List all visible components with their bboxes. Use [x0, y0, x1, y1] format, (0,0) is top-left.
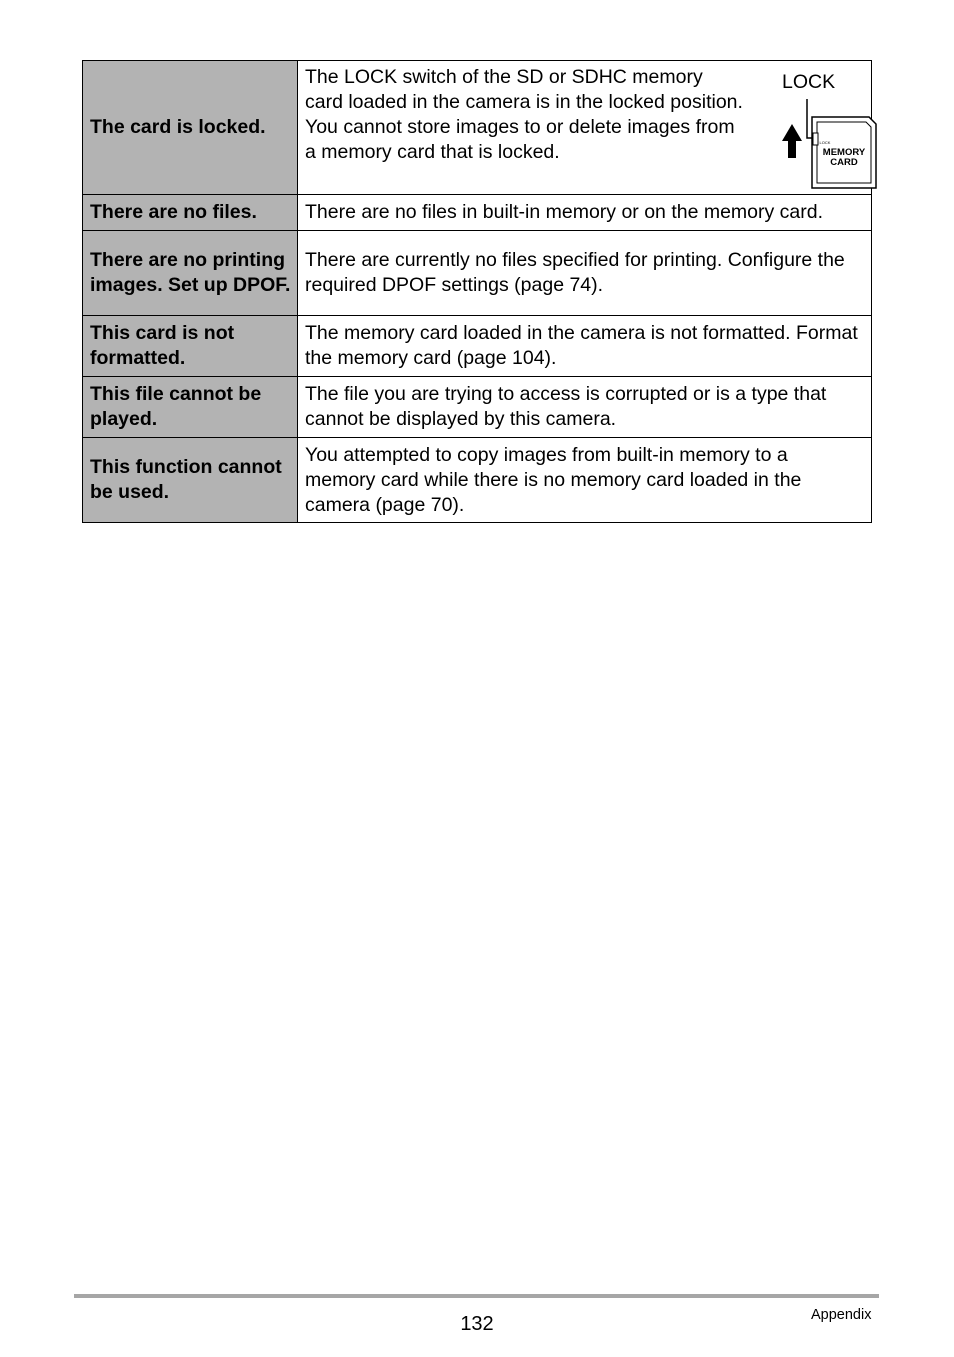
description-cell: The memory card loaded in the camera is not formatted. Format the memory card (page 104).	[298, 316, 872, 377]
switch-text: LOCK	[819, 140, 831, 145]
message-cell: This file cannot be played.	[83, 377, 298, 438]
description-text: The LOCK switch of the SD or SDHC memory card loaded in the camera is in the locked position. You cannot store images to or delete images from a memory card that is locked.	[305, 66, 743, 163]
message-cell: There are no files.	[83, 195, 298, 231]
footer-divider	[74, 1294, 879, 1298]
table-row	[83, 316, 872, 377]
description-cell: You attempted to copy images from built-in memory to a memory card while there is no memory card loaded in the camera (page 70).	[298, 438, 872, 523]
error-message-table	[82, 60, 872, 523]
message-cell: This function cannot be used.	[83, 438, 298, 523]
lock-label: LOCK	[782, 71, 836, 93]
description-cell: There are no files in built-in memory or on the memory card.	[298, 195, 872, 231]
description-cell: There are currently no files specified for printing. Configure the required DPOF settings (page 74).	[298, 231, 872, 316]
arrow-up-icon	[782, 124, 802, 158]
section-label: Appendix	[811, 1307, 872, 1323]
description-cell: The file you are trying to access is corrupted or is a type that cannot be displayed by this camera.	[298, 377, 872, 438]
table-row	[83, 195, 872, 231]
description-cell	[298, 61, 872, 195]
memory-card-lock-illustration	[774, 67, 884, 192]
card-label-line2: CARD	[830, 157, 858, 168]
page-number: 132	[460, 1313, 494, 1335]
card-label-line1: MEMORY	[822, 147, 866, 158]
message-cell: The card is locked.	[83, 61, 298, 195]
table-row	[83, 377, 872, 438]
table-row	[83, 231, 872, 316]
table-row	[83, 438, 872, 523]
message-cell: This card is not formatted.	[83, 316, 298, 377]
memory-card-icon	[774, 67, 884, 192]
table-row	[83, 61, 872, 195]
message-cell: There are no printing images. Set up DPOF.	[83, 231, 298, 316]
